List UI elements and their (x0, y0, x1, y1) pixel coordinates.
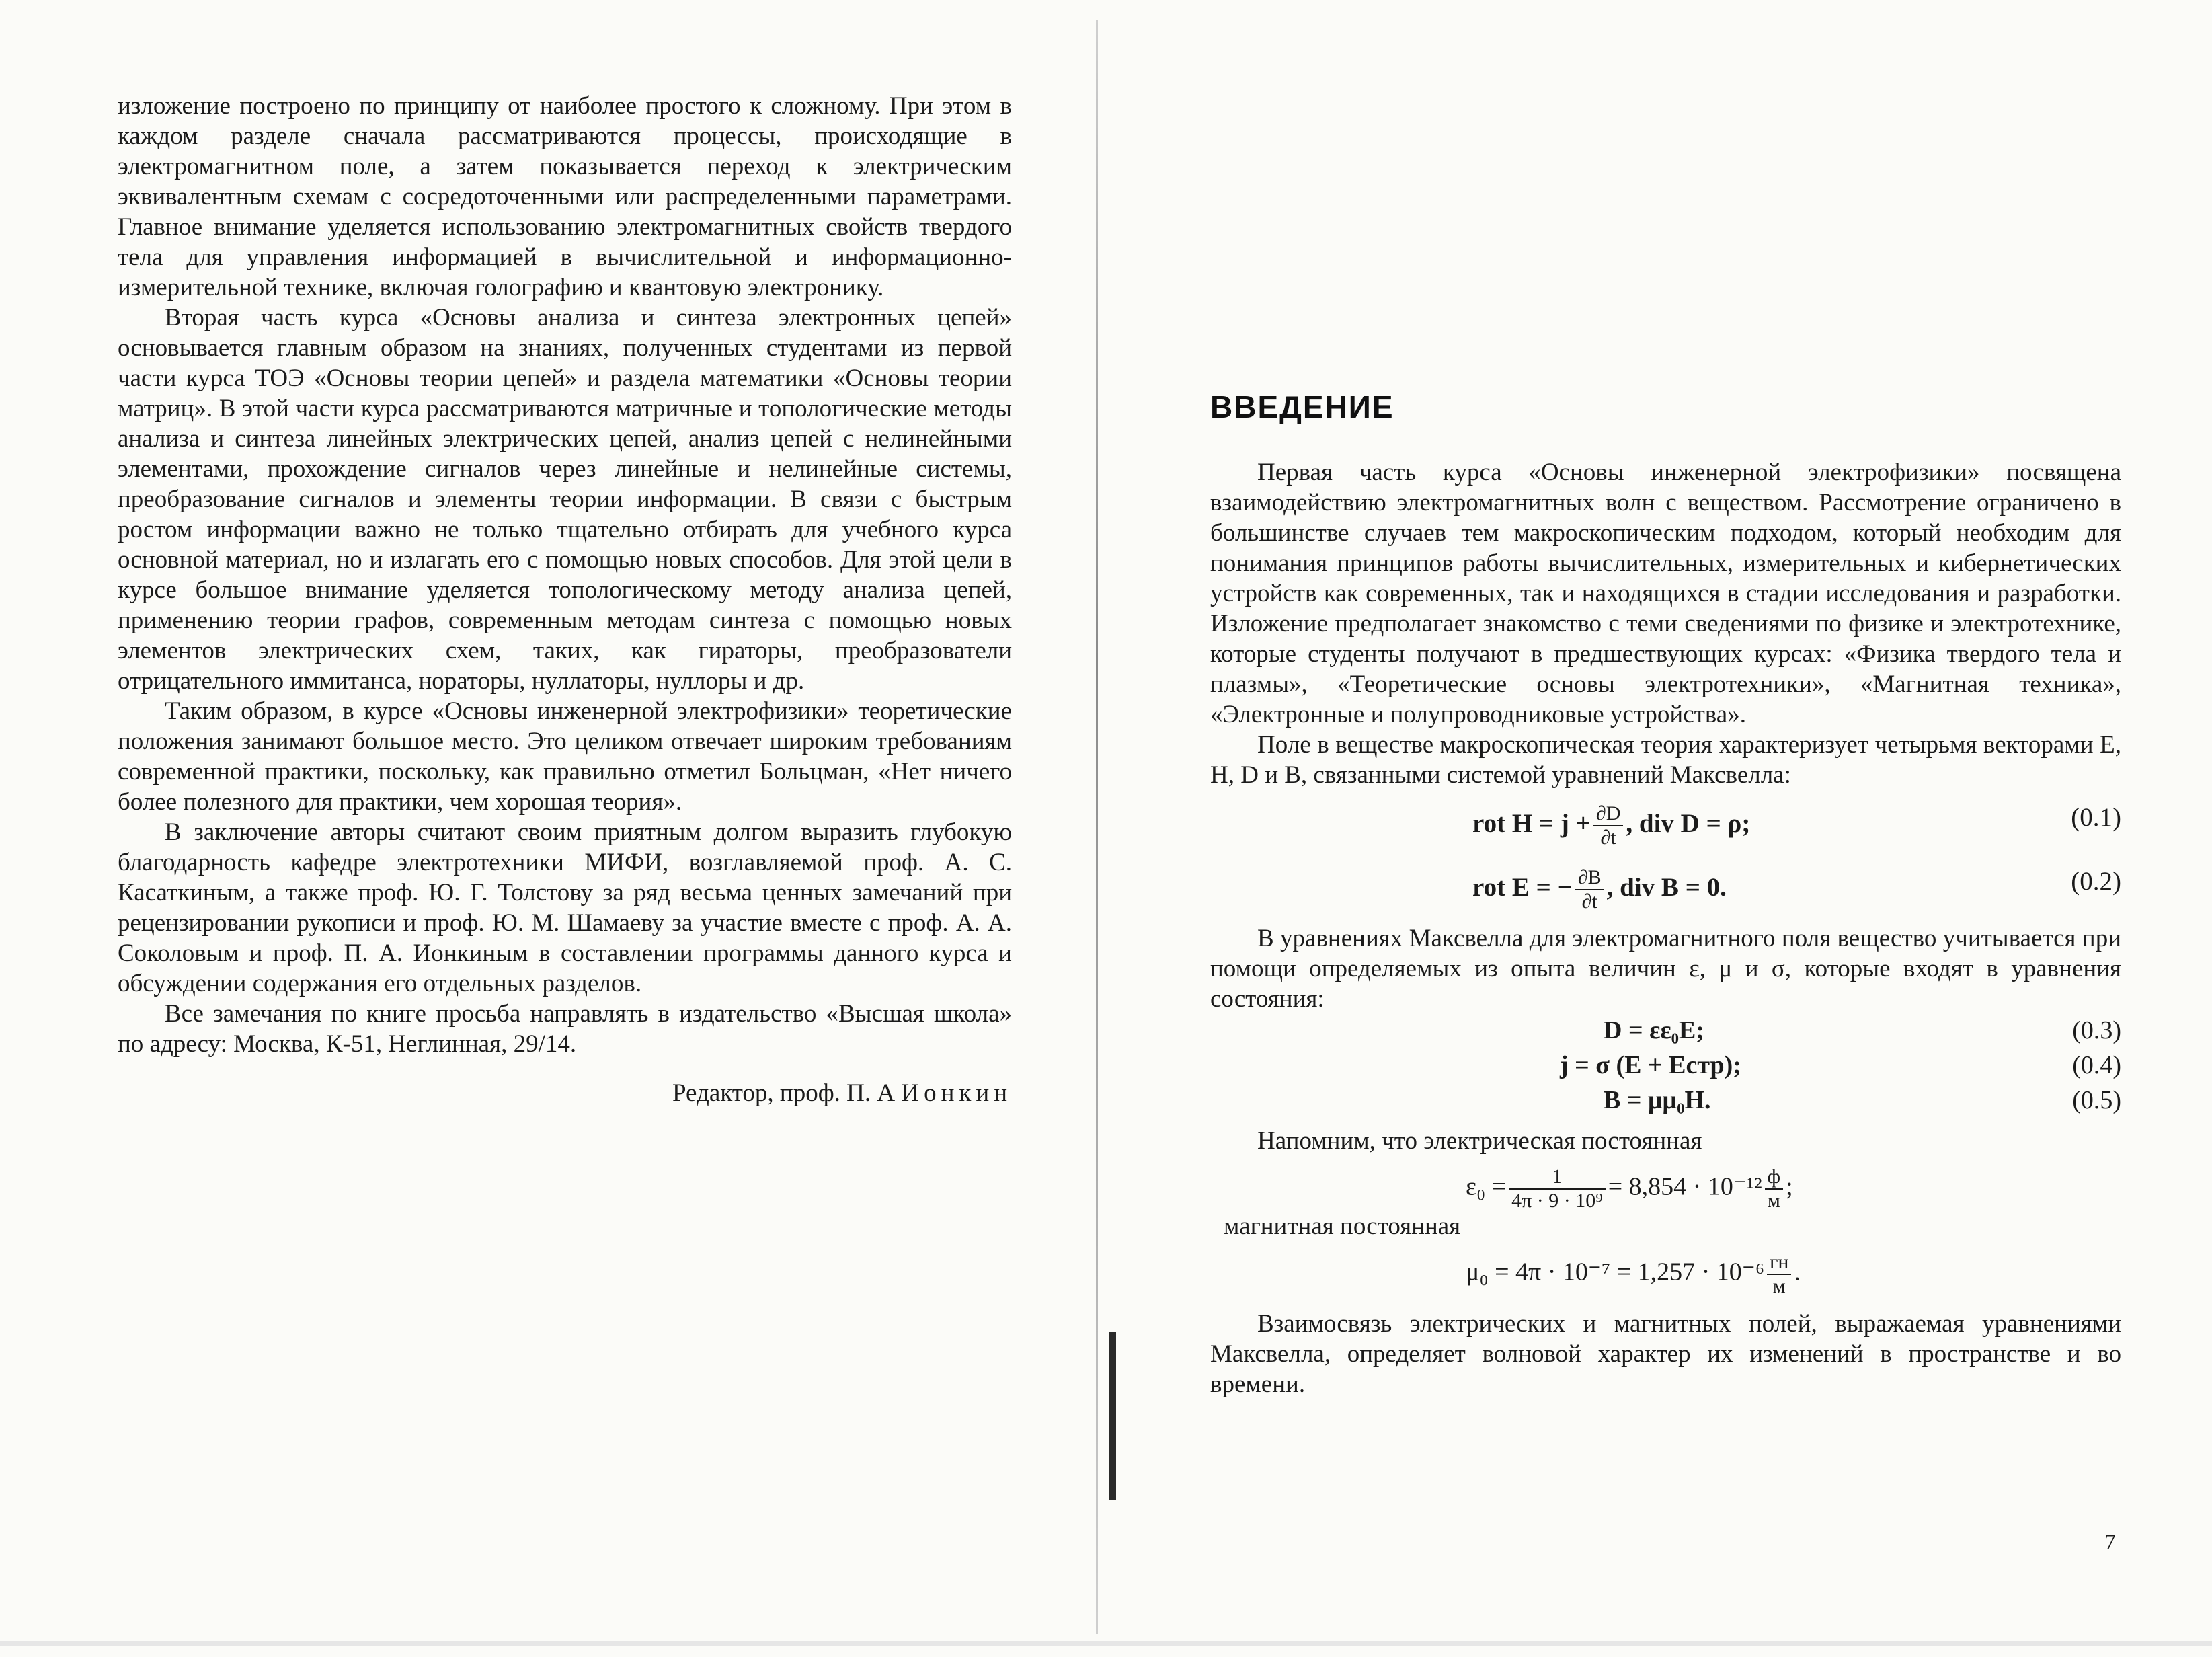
right-page (1210, 457, 2121, 1399)
mu0-end: . (1794, 1258, 1801, 1286)
signature-name: Ионкин (901, 1079, 1012, 1107)
equation-0-2 (1210, 854, 2121, 918)
eq5-body: B = μμ₀H. (1604, 1086, 1711, 1114)
editor-signature (118, 1078, 1012, 1108)
eq1-frac-top: ∂D (1593, 802, 1624, 826)
left-paragraph-3: Таким образом, в курсе «Основы инженерной электрофизики» теоретические положения занимают большое место. Это целиком отвечает широким требованиям современной практики, поскольку, как правильно отметил Больцман, «Нет ничего более полезного для практики, чем хорошая теория». (118, 697, 1012, 816)
eps0-unit-top: ф (1765, 1165, 1783, 1190)
equation-0-5 (1210, 1084, 2121, 1119)
left-page (118, 91, 1012, 1108)
eq1-number: (0.1) (2071, 803, 2121, 832)
eps0-unit-bot: м (1767, 1190, 1780, 1212)
intro-paragraph: Первая часть курса «Основы инженерной электрофизики» посвящена взаимодействию электромагнитных волн с веществом. Рассмотрение ограничено в большинстве случаев тем макроскопическим подходом, который необходим для понимания принципов работы вычислительных, измерительных и кибернетических устройств как современных, так и находящихся в стадии исследования и разработки. Изложение предполагает знакомство с теми сведениями по физике и электротехнике, которые студенты получают в предшествующих курсах: «Физика твердого тела и плазмы», «Теоретические основы электротехники», «Магнитная техника», «Электронные и полупроводниковые устройства». (1210, 459, 2121, 728)
mu0-unit-top: гн (1767, 1251, 1791, 1275)
left-paragraph-1: изложение построено по принципу от наиболее простого к сложному. При этом в каждом разделе сначала рассматриваются процессы, происходящие в электромагнитном поле, а затем показывается переход к электрическим эквивалентным схемам с сосредоточенными или распределенными параметрами. Главное внимание уделяется использованию электромагнитных свойств твердого тела для управления информацией в вычислительной и информационно-измерительной технике, включая голографию и квантовую электронику. (118, 92, 1012, 301)
equation-0-1 (1210, 790, 2121, 854)
mu0-unit (1767, 1251, 1791, 1298)
eq3-body: D = εε₀E; (1604, 1016, 1704, 1044)
equation-0-4 (1210, 1049, 2121, 1084)
eq5-number: (0.5) (2072, 1086, 2121, 1114)
eps0-lhs: ε₀ = (1466, 1172, 1507, 1201)
eq2-fraction (1575, 866, 1604, 913)
eq1-rhs: , div D = ρ; (1626, 808, 1751, 838)
eps0-fraction (1509, 1165, 1606, 1212)
mu0-unit-bot: м (1772, 1275, 1786, 1297)
eq4-body: j = σ (E + Eстр); (1560, 1051, 1741, 1079)
eps0-unit (1765, 1165, 1783, 1212)
eq1-fraction (1593, 802, 1624, 849)
book-gutter (1096, 20, 1098, 1634)
magnetic-constant-formula (1210, 1241, 2121, 1297)
eq2-number: (0.2) (2071, 867, 2121, 896)
equation-0-3 (1210, 1014, 2121, 1049)
eq2-frac-bot: ∂t (1581, 890, 1597, 913)
magnetic-constant-label: магнитная постоянная (1224, 1212, 1461, 1240)
eq4-number: (0.4) (2072, 1051, 2121, 1079)
mu0-lhs: μ₀ = 4π · 10⁻⁷ = 1,257 · 10⁻⁶ (1466, 1258, 1765, 1286)
maxwell-intro: Поле в веществе макроскопическая теория характеризует четырьмя векторами E, H, D и B, связанными системой уравнений Максвелла: (1210, 731, 2121, 789)
eps0-end: ; (1786, 1172, 1793, 1201)
left-paragraph-4: В заключение авторы считают своим приятным долгом выразить глубокую благодарность кафедре электротехники МИФИ, возглавляемой проф. А. С. Касаткиным, а также проф. Ю. Г. Толстову за ряд весьма ценных замечаний при рецензировании рукописи и проф. Ю. М. Шамаеву за участие вместе с проф. А. А. Соколовым и проф. П. А. Ионкиным в составлении программы данного курса и обсуждении содержания его отдельных разделов. (118, 818, 1012, 997)
page-number: 7 (2104, 1530, 2116, 1555)
eps0-frac-bot: 4π · 9 · 10⁹ (1511, 1190, 1603, 1212)
gutter-shadow (1109, 1332, 1116, 1500)
left-paragraph-5: Все замечания по книге просьба направлять в издательство «Высшая школа» по адресу: Москва, К-51, Неглинная, 29/14. (118, 1000, 1012, 1058)
chapter-heading: ВВЕДЕНИЕ (1210, 389, 1394, 424)
eq1-lhs: rot H = j + (1472, 808, 1591, 838)
constitutive-intro: В уравнениях Максвелла для электромагнитного поля вещество учитывается при помощи определяемых из опыта величин ε, μ и σ, которые входят в уравнения состояния: (1210, 925, 2121, 1013)
eps0-frac-top: 1 (1509, 1165, 1606, 1190)
electric-constant-formula (1210, 1156, 2121, 1211)
eps0-value: = 8,854 · 10⁻¹² (1608, 1172, 1762, 1201)
eq2-lhs: rot E = − (1472, 872, 1573, 902)
eq2-frac-top: ∂B (1575, 866, 1604, 890)
signature-prefix: Редактор, проф. П. А (672, 1079, 896, 1107)
page-edge (0, 1641, 2212, 1646)
left-paragraph-2: Вторая часть курса «Основы анализа и синтеза электронных цепей» основывается главным образом на знаниях, полученных студентами из первой части курса ТОЭ «Основы теории цепей» и раздела математики «Основы теории матриц». В этой части курса рассматриваются матричные и топологические методы анализа и синтеза линейных электрических цепей, анализ цепей с нелинейными элементами, прохождение сигналов через линейные и нелинейные системы, преобразование сигналов и элементы теории информации. В связи с быстрым ростом информации важно не только тщательно отбирать для учебного курса основной материал, но и излагать его с помощью новых способов. Для этой цели в курсе большое внимание уделяется топологическому методу анализа цепей, применению теории графов, современным методам синтеза с помощью новых элементов электрических схем, таких, как гираторы, преобразователи отрицательного иммитанса, нораторы, нуллаторы, нуллоры и др. (118, 304, 1012, 695)
electric-constant-label: Напомним, что электрическая постоянная (1257, 1127, 1702, 1155)
eq3-number: (0.3) (2072, 1016, 2121, 1044)
wave-paragraph: Взаимосвязь электрических и магнитных полей, выражаемая уравнениями Максвелла, определяет волновой характер их изменений в пространстве и во времени. (1210, 1310, 2121, 1398)
eq1-frac-bot: ∂t (1600, 826, 1616, 849)
eq2-rhs: , div B = 0. (1606, 872, 1727, 902)
